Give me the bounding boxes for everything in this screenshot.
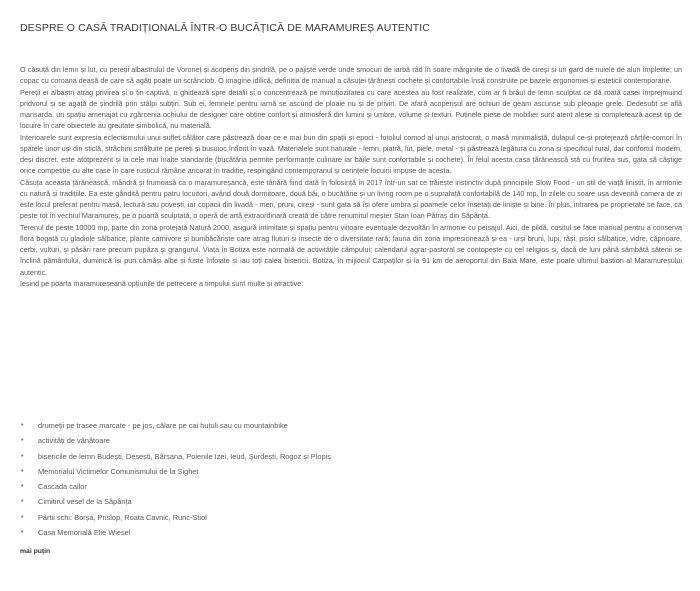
list-item: • Memorialul Victimelor Comunismului de la Sighet bbox=[20, 464, 680, 479]
paragraph: Interioarele sunt expresia eclectismului unui suflet călător care păstrează doar ce e mai bun din spații și epoci - fotoliul comod al unui aristocrat, o masă minimalistă, dulapul ce-și protejează cărțile-comori în spatele unor uși din sticlă, străchini smălțuite pe pereți și busuioc înflorit în vază. Materialele sunt naturale - lemn, piatră, lut, piele, metal - și păstrează legătura cu zona și specificul rural, dar confortul modern, deși discret, este atotprezent și la cele mai înalte standarde (bucătăria permite performanțe culinare iar băile sunt confortabile și cochete). În felul acesta casa țărănească stă cu fruntea sus, gata să câștige orice competiție cu alte case în care rusticul rămâne ancorat în tradiție, respingând contemporanul și cerințele locuirii impuse de acesta. bbox=[20, 132, 682, 176]
page-title: DESPRE O CASĂ TRADIȚIONALĂ ÎNTR-O BUCĂȚICĂ DE MARAMUREȘ AUTENTIC bbox=[20, 22, 430, 34]
paragraph: Căsuța aceasta țărănească, mândră și frumoasă ca o maramureșancă, este tânără fiind dată în folosință în 2017 într-un sat ce trăiește instinctiv după principiile Slow Food - un stil de viață liniștit, în armonie cu natură și tradițiile. Ea este gândită pentru patru locuitori, având două dormitoare, două băi, o bucătărie și un living room pe o suprafață confortabilă de 140 mp. În zilele cu soare ușa devenită camera de zi este locul preferat pentru masă, lecturâ sau povești, iar copacii din livadă - meri, pruni, cireși - sunt gata să își ofere umbra și poamele celor însetați de liniște și bine. În plus, intrarea pe proprietate se face, ca peste tot în vechiul Maramureș, pe o poartă sculptată, o operă de artă extraordinară creată de către renumitul meșter Stan Ioan Pătraș din Săpânța. bbox=[20, 177, 682, 221]
list-item: • Pârtii schi: Borșa, Prislop, Roata Cavnic, Runc-Stiol bbox=[20, 510, 680, 525]
bullet-icon: • bbox=[21, 513, 24, 521]
paragraph: Terenul de peste 10000 mp, parte din zona protejată Natură 2000, asigură intimitate și spațiu pentru viitoare eventuale dezvoltări în armonie cu peisajul. Aici, de pildă, cositul se face manual pentru a conserva flora bogată cu gladiole sălbatice, plante carnivore și bumbăcăriște care atrag fluturi și insecte de o diversitate rară; fauna din zona impresionează și ea - urși bruni, lupi, râși, pisici sălbatice, vidre, căprioare, cerbi, vulturi, și păsări rare precum pupăza și grangurul. Viața în Botiza este normată de activitățile câmpului; calendarul agrar-pastoral se contopește cu cel religios și, dacă de luni până sâmbătă sătenii se înclină pământului, duminică își pun cămăși albe și fuste înfoiate și iau toți calea bisericii. Botiza, în mijlocul Carpaților și la 91 km de aeroportul din Baia Mare, este poate ultimul bastion al Maramureșului autentic. bbox=[20, 222, 682, 277]
bullet-icon: • bbox=[21, 422, 24, 429]
activities-list bbox=[20, 418, 680, 540]
bullet-icon: • bbox=[21, 529, 24, 537]
list-item: • bisericile de lemn Budești, Desești, Bârsana, Poienile Izei, Ieud, Șurdești, Rogoz și Plopiș bbox=[20, 449, 680, 464]
bullet-icon: • bbox=[21, 467, 24, 475]
bullet-icon: • bbox=[21, 452, 24, 460]
list-item: • Casa Memorială Elie Wiesel bbox=[20, 525, 680, 540]
bullet-icon: • bbox=[21, 437, 24, 445]
bullet-icon: • bbox=[21, 498, 24, 506]
list-item: • Cascada cailor bbox=[20, 479, 680, 494]
bullet-icon: • bbox=[21, 483, 24, 491]
paragraph: O căsuță din lemn și lut, cu pereții albastruluí de Voroneț și acoperiș din șindrilă, pe o pajiște verde unde smocuri de iarbă râd în soare mărginite de o livadă de cireși și un gard de nuiele de alun împletite; un copac cu coroana deasă de care să agăți poate un scrânciob. O imagine idilică, definiția de manual a căsuței țărănești cochete și confortabile însă construite pe bazele ergonomiei și esteticii contemporane. bbox=[20, 65, 682, 86]
list-item: • activități de vânătoare bbox=[20, 433, 680, 448]
paragraph: Pereții ei albaștri atrag privirea și o țin captivă, o ghidează spre detalii și o concentrează pe minuțiozitatea cu care acestea au fost realizate, cum ar fi brâul de lemn sculptat ce dă roată casei împrejmuind pridvorul și se agață de șindrilă prin stâlpi subțiri. Sub ei, lemnele pentru iarnă se ascund de ploaie nu și de priviri. De afară acoperișul are ochiuri de geam ascunse sub pleoape grele. Dedesubt se află mansarda, un spațiu amenajat cu zgârcenia ochiului de designer care obține confort și atmosferă din lumini și umbre, volume și texturi. Puținele piese de mobilier sunt atent alese și completează acest tip de locuire în care obiectele au greutate simbolică, nu materială. bbox=[20, 87, 682, 131]
list-item: • drumeții pe trasee marcate - pe jos, călare pe cai huțuli sau cu mountainbike bbox=[20, 418, 680, 433]
paragraph: Ieșind pe poarta maramureșeană opțiunile de petrecere a timpului sunt multe și atractive: bbox=[20, 278, 304, 288]
list-item: • Cimitirul vesel de la Săpânța bbox=[20, 494, 680, 509]
show-less-link[interactable]: mai puțin bbox=[20, 548, 51, 555]
description-text bbox=[20, 64, 682, 289]
